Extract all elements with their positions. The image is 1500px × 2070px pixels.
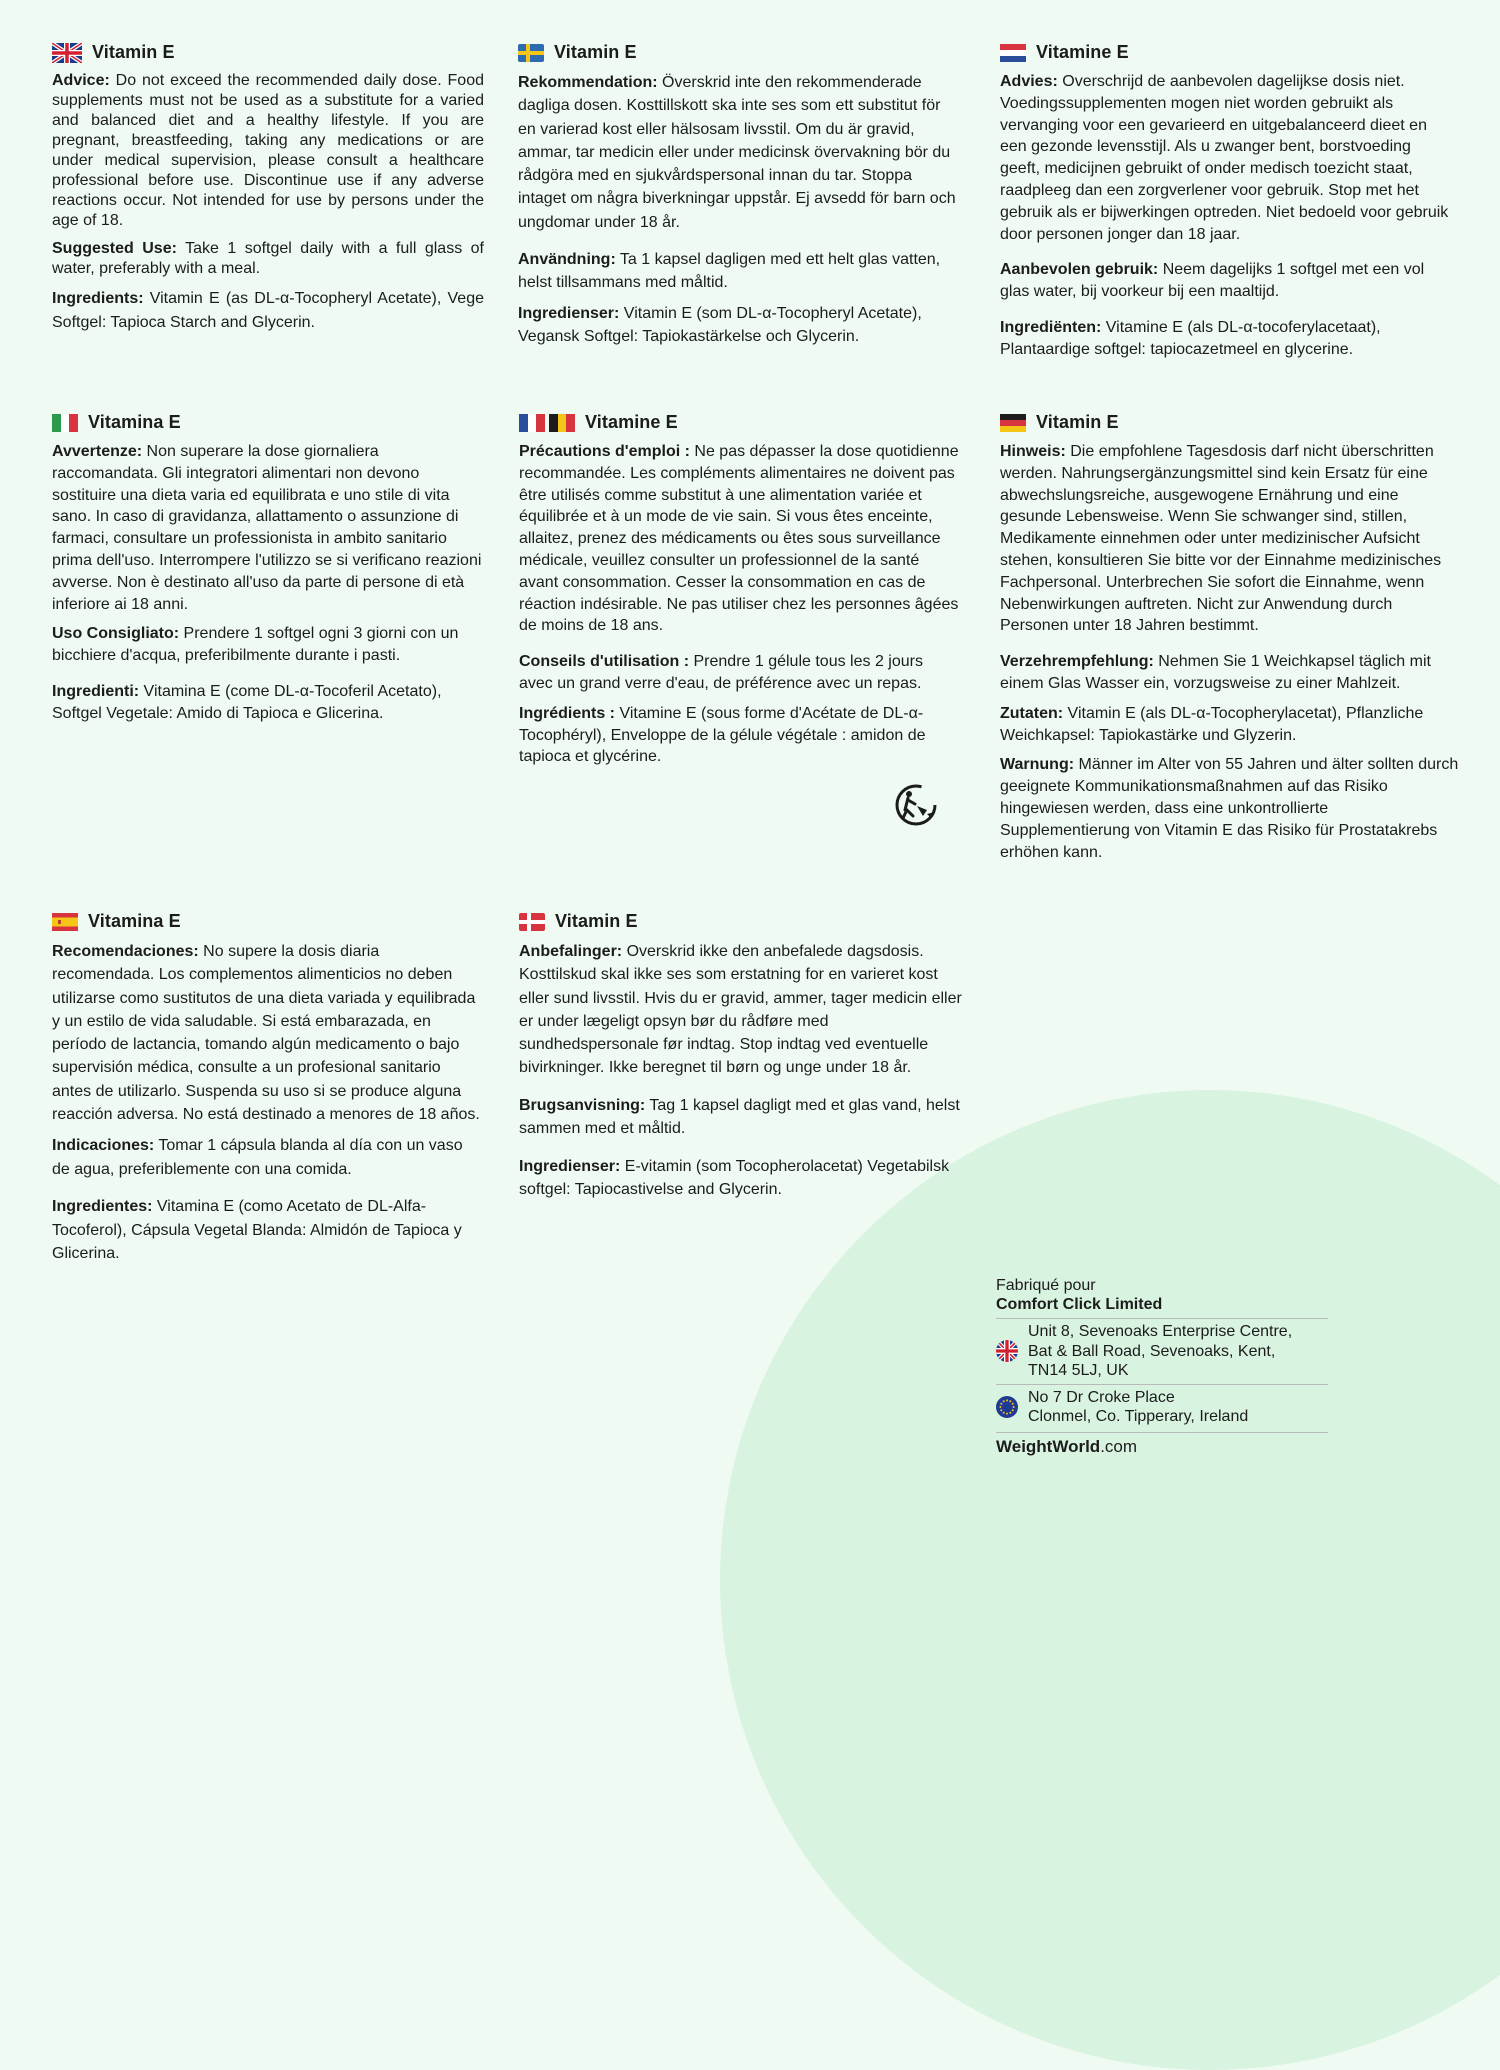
advice-label: Avvertenze: [52, 443, 143, 460]
section-title: Vitamin E [1036, 412, 1119, 432]
use-paragraph [52, 623, 484, 667]
ie-address-row [996, 1384, 1328, 1432]
section-header [52, 911, 484, 932]
use-text: Prendere 1 softgel ogni 3 giorni con un bicchiere d'acqua, preferibilmente durante i pasti. [52, 625, 459, 665]
advice-paragraph [52, 441, 484, 615]
warning-paragraph [1000, 754, 1460, 863]
use-text: Nehmen Sie 1 Weichkapsel täglich mit einem Glas Wasser ein, vorzugsweise zu einer Mahlzeit. [1000, 653, 1431, 692]
ingredients-text: Vitamin E (as DL-α-Tocopheryl Acetate), Vege Softgel: Tapioca Starch and Glycerin. [52, 290, 484, 331]
website-brand: WeightWorld [996, 1436, 1101, 1456]
advice-paragraph [518, 71, 958, 234]
ingredients-paragraph [519, 1155, 963, 1202]
use-text: Ta 1 kapsel dagligen med ett helt glas vatten, helst tillsammans med måltid. [518, 251, 941, 292]
italy-flag-icon [52, 414, 78, 432]
advice-label: Anbefalinger: [519, 943, 623, 960]
ingredients-text: Vitamine E (als DL-α-tocoferylacetaat), Plantaardige softgel: tapiocazetmeel en glycerine. [1000, 318, 1381, 358]
manufacturer-block [996, 1276, 1328, 1457]
address-line: Unit 8, Sevenoaks Enterprise Centre, [1028, 1323, 1293, 1340]
ingredients-text: Vitamina E (come DL-α-Tocoferil Acetato), Softgel Vegetale: Amido di Tapioca e Glicerina. [52, 682, 442, 722]
advice-text: Non superare la dose giornaliera raccomandata. Gli integratori alimentari non devono sostituire una dieta varia ed equilibrata e uno stile di vita sano. In caso di gravidanza, allattamento o assunzione di farmaci, consultare un professionista in ambito sanitario prima dell'uso. Interrompere l'utilizzo se si verificano reazioni avverse. Non è destinato all'uso da parte di persone di età inferiore ai 18 anni. [52, 443, 482, 613]
ingredients-text: Vitamine E (sous forme d'Acétate de DL-α-Tocophéryl), Enveloppe de la gélule végétale : amidon de tapioca et glycérine. [519, 704, 926, 766]
use-label: Indicaciones: [52, 1137, 155, 1155]
ingredients-label: Ingredients: [52, 290, 144, 307]
background-circle [720, 1090, 1500, 2070]
sweden-flag-icon [518, 44, 544, 62]
use-label: Aanbevolen gebruik: [1000, 261, 1159, 279]
ingredients-text: E-vitamin (som Tocopherolacetat) Vegetabilsk softgel: Tapiocastivelse and Glycerin. [519, 1157, 950, 1199]
use-label: Suggested Use: [52, 240, 177, 257]
section-header [519, 911, 963, 932]
ingredients-label: Ingredienser: [519, 1157, 621, 1175]
use-paragraph [518, 248, 958, 294]
section-title: Vitamine E [585, 412, 678, 432]
uk-flag-icon [996, 1340, 1018, 1362]
advice-paragraph [519, 441, 959, 637]
advice-text: Överskrid inte den rekommenderade dagliga dosen. Kosttillskott ska inte ses som ett substitut för en varierad kost eller hälsosam livsstil. Om du är gravid, ammar, tar medicin eller under medicinsk övervakning bör du rådgöra med en sjukvårdspersonal innan du tar. Stoppa intaget om några biverkningar uppstår. Ej avsedd för barn och ungdomar under 18 år. [518, 74, 956, 231]
website-link[interactable] [996, 1432, 1328, 1457]
use-paragraph [519, 1094, 963, 1141]
section-title: Vitamin E [554, 42, 637, 62]
section-title: Vitamina E [88, 412, 181, 432]
company-name: Comfort Click Limited [996, 1296, 1163, 1313]
section-header [518, 42, 958, 63]
use-text: Prendre 1 gélule tous les 2 jours avec un grand verre d'eau, de préférence avec un repas. [519, 653, 923, 692]
advice-text: Overschrijd de aanbevolen dagelijkse dosis niet. Voedingssupplementen mogen niet worden gebruikt als vervanging voor een gevarieerd en uitgebalanceerd dieet en een gezonde levensstijl. Als u zwanger bent, borstvoeding geeft, medicijnen gebruikt of onder medisch toezicht staat, raadpleeg dan een zorgverlener voor gebruik. Stop met het gebruik als er bijwerkingen optreden. Niet bedoeld voor gebruik door personen jonger dan 18 jaar. [1000, 73, 1449, 243]
advice-label: Advies: [1000, 73, 1058, 90]
website-suffix: .com [1100, 1436, 1138, 1456]
advice-paragraph [1000, 71, 1450, 245]
section-header [52, 412, 484, 433]
advice-text: Do not exceed the recommended daily dose. Food supplements must not be used as a substitute for a varied and balanced diet and a healthy lifestyle. If you are pregnant, breastfeeding, taking any medications or are under medical supervision, please consult a healthcare professional before use. Discontinue use if any adverse reactions occur. Not intended for use by persons under the age of 18. [52, 72, 484, 229]
uk-flag-icon [52, 43, 82, 63]
section-danish [519, 911, 963, 1210]
advice-paragraph [519, 940, 963, 1080]
advice-text: No supere la dosis diaria recomendada. Los complementos alimenticios no deben utilizarse como sustitutos de una dieta variada y equilibrada y un estilo de vida saludable. Si está embarazada, en período de lactancia, tomando algún medicamento o bajo supervisión médica, consulte a un profesional sanitario antes de utilizarlo. Suspenda su uso si se produce alguna reacción adversa. No está destinado a menores de 18 años. [52, 943, 480, 1124]
use-label: Uso Consigliato: [52, 625, 180, 643]
ingredients-paragraph [52, 1195, 484, 1266]
advice-label: Recomendaciones: [52, 943, 199, 960]
section-italian [52, 412, 484, 733]
section-spanish [52, 911, 484, 1274]
advice-label: Hinweis: [1000, 443, 1066, 460]
section-swedish [518, 42, 958, 356]
advice-text: Ne pas dépasser la dose quotidienne recommandée. Les compléments alimentaires ne doivent pas être utilisés comme substitut à une alimentation variée et équilibrée et à un mode de vie sain. Si vous êtes enceinte, allaitez, prenez des médicaments ou êtes sous surveillance médicale, veuillez consulter un professionnel de la santé avant consommation. Cesser la consommation en cas de réaction indésirable. Ne pas utiliser chez les personnes âgées de moins de 18 ans. [519, 443, 959, 635]
use-paragraph [1000, 651, 1460, 695]
ingredients-paragraph [518, 302, 958, 348]
advice-label: Rekommendation: [518, 74, 658, 91]
address-line: No 7 Dr Croke Place [1028, 1388, 1175, 1406]
use-text: Tomar 1 cápsula blanda al día con un vaso de agua, preferiblemente con una comida. [52, 1137, 463, 1178]
made-for-label: Fabriqué pour [996, 1277, 1096, 1294]
use-label: Verzehrempfehlung: [1000, 653, 1154, 671]
use-label: Brugsanvisning: [519, 1096, 646, 1114]
section-header [52, 42, 484, 63]
advice-label: Advice: [52, 72, 110, 89]
section-title: Vitamin E [555, 911, 638, 931]
warning-label: Warnung: [1000, 756, 1075, 774]
denmark-flag-icon [519, 913, 545, 931]
ingredients-label: Ingredientes: [52, 1198, 153, 1216]
belgium-flag-icon [549, 414, 575, 432]
advice-paragraph [1000, 441, 1460, 637]
uk-address-row [996, 1318, 1328, 1384]
ingredients-label: Ingrédients : [519, 704, 616, 722]
advice-paragraph [52, 940, 484, 1126]
advice-text: Die empfohlene Tagesdosis darf nicht überschritten werden. Nahrungsergänzungsmittel sind kein Ersatz für eine abwechslungsreiche, ausgewogene Ernährung und eine gesunde Lebensweise. Wenn Sie schwanger sind, stillen, Medikamente einnehmen oder unter medizinischer Aufsicht stehen, konsultieren Sie bitte vor der Einnahme medizinisches Fachpersonal. Unterbrechen Sie sofort die Einnahme, wenn Nebenwirkungen auftreten. Nicht zur Anwendung durch Personen unter 18 Jahren bestimmt. [1000, 443, 1442, 635]
use-paragraph [52, 239, 484, 279]
netherlands-flag-icon [1000, 44, 1026, 62]
warning-text: Männer im Alter von 55 Jahren und älter sollten durch geeignete Kommunikationsmaßnahmen auf das Risiko hingewiesen werden, dass eine unkontrollierte Supplementierung von Vitamin E das Risiko für Prostatakrebs erhöhen kann. [1000, 756, 1459, 861]
ingredients-label: Ingredienti: [52, 682, 140, 700]
ingredients-paragraph [52, 287, 484, 335]
use-paragraph [1000, 259, 1450, 303]
advice-text: Overskrid ikke den anbefalede dagsdosis. Kosttilskud skal ikke ses som erstatning for en varieret kost eller sund livsstil. Hvis du er gravid, ammer, tager medicin eller er under lægeligt opsyn bør du rådføre med sundhedspersonale før indtag. Stop indtag ved eventuelle bivirkninger. Ikke beregnet til børn og unge under 18 år. [519, 943, 962, 1077]
ie-address [1028, 1388, 1248, 1427]
section-header [1000, 42, 1450, 63]
ingredients-label: Ingredienser: [518, 305, 620, 323]
ingredients-paragraph [1000, 317, 1450, 361]
france-flag-icon [519, 414, 545, 432]
uk-address [1028, 1322, 1292, 1381]
ingredients-paragraph [52, 681, 484, 725]
germany-flag-icon [1000, 414, 1026, 432]
flag-group [519, 414, 575, 432]
section-title: Vitamine E [1036, 42, 1129, 62]
eu-flag-icon [996, 1396, 1018, 1418]
section-german [1000, 412, 1460, 871]
use-paragraph [519, 651, 959, 695]
section-header [1000, 412, 1460, 433]
spain-flag-icon [52, 913, 78, 931]
use-text: Tag 1 kapsel dagligt med et glas vand, helst sammen med et måltid. [519, 1096, 960, 1138]
address-line: Bat & Ball Road, Sevenoaks, Kent, [1028, 1342, 1276, 1360]
advice-label: Précautions d'emploi : [519, 443, 690, 460]
section-title: Vitamin E [92, 42, 175, 62]
use-label: Conseils d'utilisation : [519, 653, 690, 671]
ingredients-text: Vitamin E (als DL-α-Tocopherylacetat), Pflanzliche Weichkapsel: Tapiokastärke und Glyzerin. [1000, 704, 1424, 744]
section-dutch [1000, 42, 1450, 369]
advice-paragraph [52, 71, 484, 231]
ingredients-text: Vitamina E (como Acetato de DL-Alfa-Tocoferol), Cápsula Vegetal Blanda: Almidón de Tapioca y Glicerina. [52, 1198, 462, 1263]
ingredients-label: Ingrediënten: [1000, 318, 1102, 336]
section-header [519, 412, 959, 433]
ingredients-paragraph [1000, 703, 1460, 747]
section-title: Vitamina E [88, 911, 181, 931]
ingredients-text: Vitamin E (som DL-α-Tocopheryl Acetate), Vegansk Softgel: Tapiokastärkelse och Glycerin. [518, 305, 922, 346]
section-english [52, 42, 484, 343]
use-text: Take 1 softgel daily with a full glass of water, preferably with a meal. [52, 240, 484, 277]
use-label: Användning: [518, 251, 616, 269]
address-line: TN14 5LJ, UK [1028, 1362, 1129, 1379]
ingredients-label: Zutaten: [1000, 704, 1064, 722]
section-french [519, 412, 959, 776]
ingredients-paragraph [519, 703, 959, 768]
address-line: Clonmel, Co. Tipperary, Ireland [1028, 1408, 1249, 1425]
use-paragraph [52, 1134, 484, 1181]
triman-recycling-icon [893, 782, 939, 828]
use-text: Neem dagelijks 1 softgel met een vol glas water, bij voorkeur bij een maaltijd. [1000, 261, 1425, 301]
